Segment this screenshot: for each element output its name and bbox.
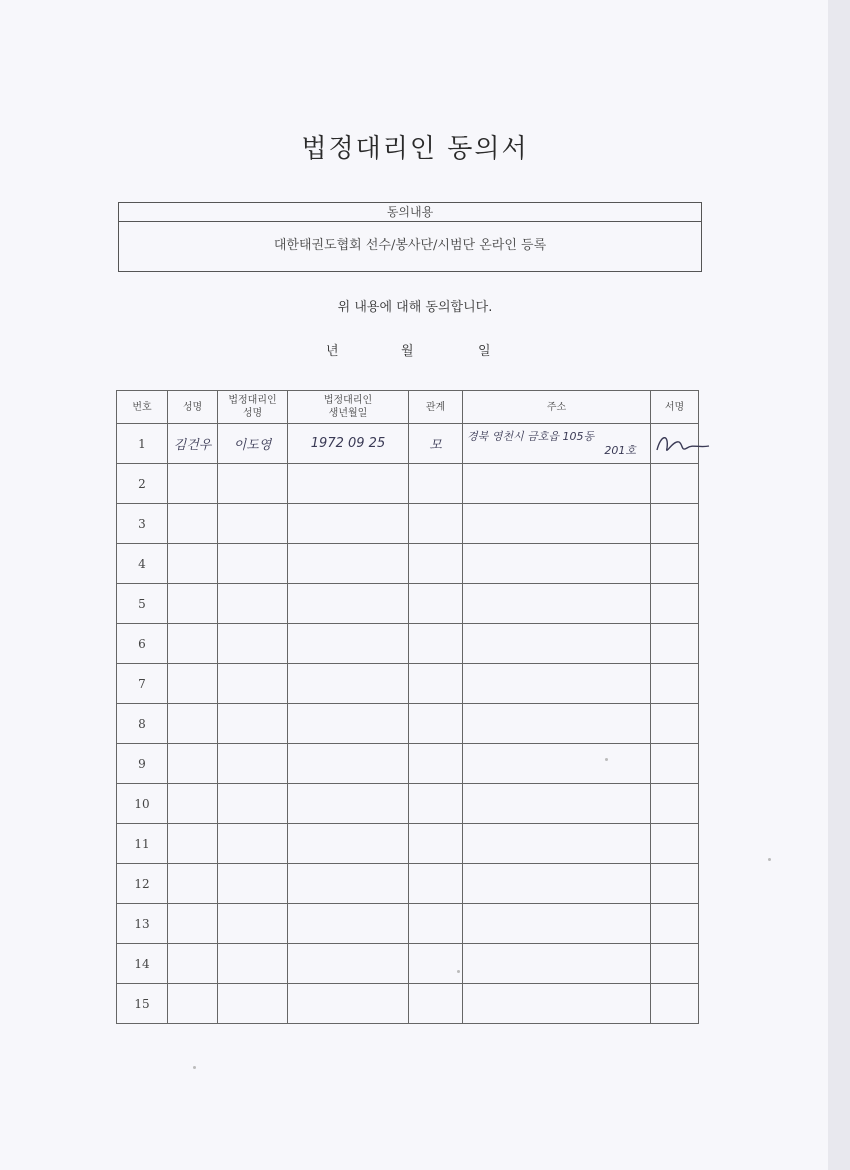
cell-rep-name [218, 824, 288, 864]
cell-relation [409, 704, 463, 744]
cell-no: 9 [117, 744, 168, 784]
cell-rep-name [218, 984, 288, 1024]
cell-rep-birth: 1972 09 25 [288, 424, 409, 464]
date-month-label: 월 [401, 344, 414, 359]
cell-address [463, 944, 651, 984]
table-row [117, 904, 699, 944]
cell-address [463, 664, 651, 704]
header-name: 성명 [168, 391, 218, 424]
cell-no: 11 [117, 824, 168, 864]
cell-no: 5 [117, 584, 168, 624]
cell-signature [651, 984, 699, 1024]
cell-no: 13 [117, 904, 168, 944]
agree-statement: 위 내용에 대해 동의합니다. [337, 300, 493, 315]
cell-rep-name [218, 584, 288, 624]
cell-address [463, 544, 651, 584]
cell-no: 12 [117, 864, 168, 904]
cell-address [463, 904, 651, 944]
table-row [117, 664, 699, 704]
cell-rep-name [218, 864, 288, 904]
cell-signature [651, 904, 699, 944]
cell-signature [651, 704, 699, 744]
cell-rep-name [218, 464, 288, 504]
cell-address [463, 464, 651, 504]
cell-no: 3 [117, 504, 168, 544]
table-row [117, 744, 699, 784]
cell-rep-birth [288, 904, 409, 944]
table-header-row [117, 391, 699, 424]
cell-name [168, 624, 218, 664]
cell-name [168, 464, 218, 504]
cell-relation [409, 944, 463, 984]
cell-relation: 모 [409, 424, 463, 464]
cell-relation [409, 504, 463, 544]
cell-signature [651, 584, 699, 624]
cell-rep-birth [288, 864, 409, 904]
cell-relation [409, 984, 463, 1024]
cell-signature [651, 864, 699, 904]
cell-signature [651, 624, 699, 664]
cell-no: 4 [117, 544, 168, 584]
table-row [117, 464, 699, 504]
table-row [117, 624, 699, 664]
handwritten-signature [651, 430, 711, 458]
cell-rep-birth [288, 824, 409, 864]
page-edge-shadow [828, 0, 850, 1170]
paper-speck [605, 758, 608, 761]
cell-rep-birth [288, 984, 409, 1024]
cell-signature [651, 464, 699, 504]
cell-relation [409, 544, 463, 584]
table-row [117, 824, 699, 864]
cell-signature [651, 424, 699, 464]
cell-no: 10 [117, 784, 168, 824]
table-row [117, 424, 699, 464]
cell-rep-birth [288, 664, 409, 704]
cell-signature [651, 544, 699, 584]
cell-address [463, 624, 651, 664]
cell-address [463, 704, 651, 744]
table-row [117, 584, 699, 624]
cell-rep-name [218, 944, 288, 984]
cell-name [168, 744, 218, 784]
cell-name: 김건우 [168, 424, 218, 464]
cell-signature [651, 664, 699, 704]
cell-rep-name [218, 624, 288, 664]
consent-header: 동의내용 [119, 203, 701, 222]
consent-body: 대한태권도협회 선수/봉사단/시범단 온라인 등록 [273, 238, 547, 253]
cell-signature [651, 824, 699, 864]
cell-rep-birth [288, 464, 409, 504]
table-body [117, 424, 699, 1024]
cell-name [168, 544, 218, 584]
cell-rep-name [218, 904, 288, 944]
header-no: 번호 [117, 391, 168, 424]
cell-relation [409, 464, 463, 504]
cell-relation [409, 744, 463, 784]
cell-rep-birth [288, 944, 409, 984]
cell-name [168, 944, 218, 984]
date-day-label: 일 [478, 344, 491, 359]
cell-relation [409, 864, 463, 904]
consent-box [118, 202, 702, 272]
cell-rep-name [218, 744, 288, 784]
date-line [326, 340, 496, 358]
cell-name [168, 584, 218, 624]
cell-rep-birth [288, 784, 409, 824]
table-row [117, 544, 699, 584]
header-rep-name: 법정대리인 성명 [218, 391, 288, 424]
header-address: 주소 [463, 391, 651, 424]
cell-signature [651, 744, 699, 784]
cell-relation [409, 584, 463, 624]
cell-name [168, 504, 218, 544]
address-line-2: 201호 [604, 443, 636, 457]
cell-rep-birth [288, 704, 409, 744]
address-line-1: 경북 영천시 금호읍 105동 [467, 429, 595, 443]
cell-name [168, 664, 218, 704]
cell-rep-birth [288, 584, 409, 624]
table-row [117, 704, 699, 744]
table-row [117, 784, 699, 824]
page-title: 법정대리인 동의서 [301, 134, 529, 164]
cell-rep-name [218, 784, 288, 824]
cell-name [168, 864, 218, 904]
cell-rep-birth [288, 504, 409, 544]
cell-name [168, 784, 218, 824]
cell-no: 7 [117, 664, 168, 704]
cell-rep-name: 이도영 [218, 424, 288, 464]
cell-rep-name [218, 704, 288, 744]
table-row [117, 984, 699, 1024]
paper-speck [193, 1066, 196, 1069]
cell-name [168, 904, 218, 944]
cell-no: 14 [117, 944, 168, 984]
cell-rep-birth [288, 624, 409, 664]
cell-address [463, 584, 651, 624]
cell-name [168, 704, 218, 744]
paper-speck [768, 858, 771, 861]
cell-rep-name [218, 504, 288, 544]
cell-relation [409, 904, 463, 944]
header-signature: 서명 [651, 391, 699, 424]
cell-signature [651, 944, 699, 984]
cell-no: 8 [117, 704, 168, 744]
cell-rep-name [218, 544, 288, 584]
cell-no: 1 [117, 424, 168, 464]
cell-name [168, 984, 218, 1024]
cell-relation [409, 784, 463, 824]
cell-signature [651, 504, 699, 544]
cell-relation [409, 624, 463, 664]
cell-rep-name [218, 664, 288, 704]
cell-no: 2 [117, 464, 168, 504]
cell-address [463, 424, 651, 464]
cell-address [463, 864, 651, 904]
cell-address [463, 744, 651, 784]
cell-no: 6 [117, 624, 168, 664]
cell-address [463, 504, 651, 544]
cell-address [463, 824, 651, 864]
date-year-label: 년 [326, 344, 339, 359]
paper-speck [457, 970, 460, 973]
cell-address [463, 984, 651, 1024]
cell-no: 15 [117, 984, 168, 1024]
table-row [117, 864, 699, 904]
table-row [117, 944, 699, 984]
header-relation: 관계 [409, 391, 463, 424]
cell-relation [409, 824, 463, 864]
cell-signature [651, 784, 699, 824]
header-rep-birth: 법정대리인 생년월일 [288, 391, 409, 424]
cell-relation [409, 664, 463, 704]
cell-rep-birth [288, 744, 409, 784]
cell-name [168, 824, 218, 864]
table-row [117, 504, 699, 544]
cell-rep-birth [288, 544, 409, 584]
representative-table [116, 390, 699, 1024]
cell-address [463, 784, 651, 824]
